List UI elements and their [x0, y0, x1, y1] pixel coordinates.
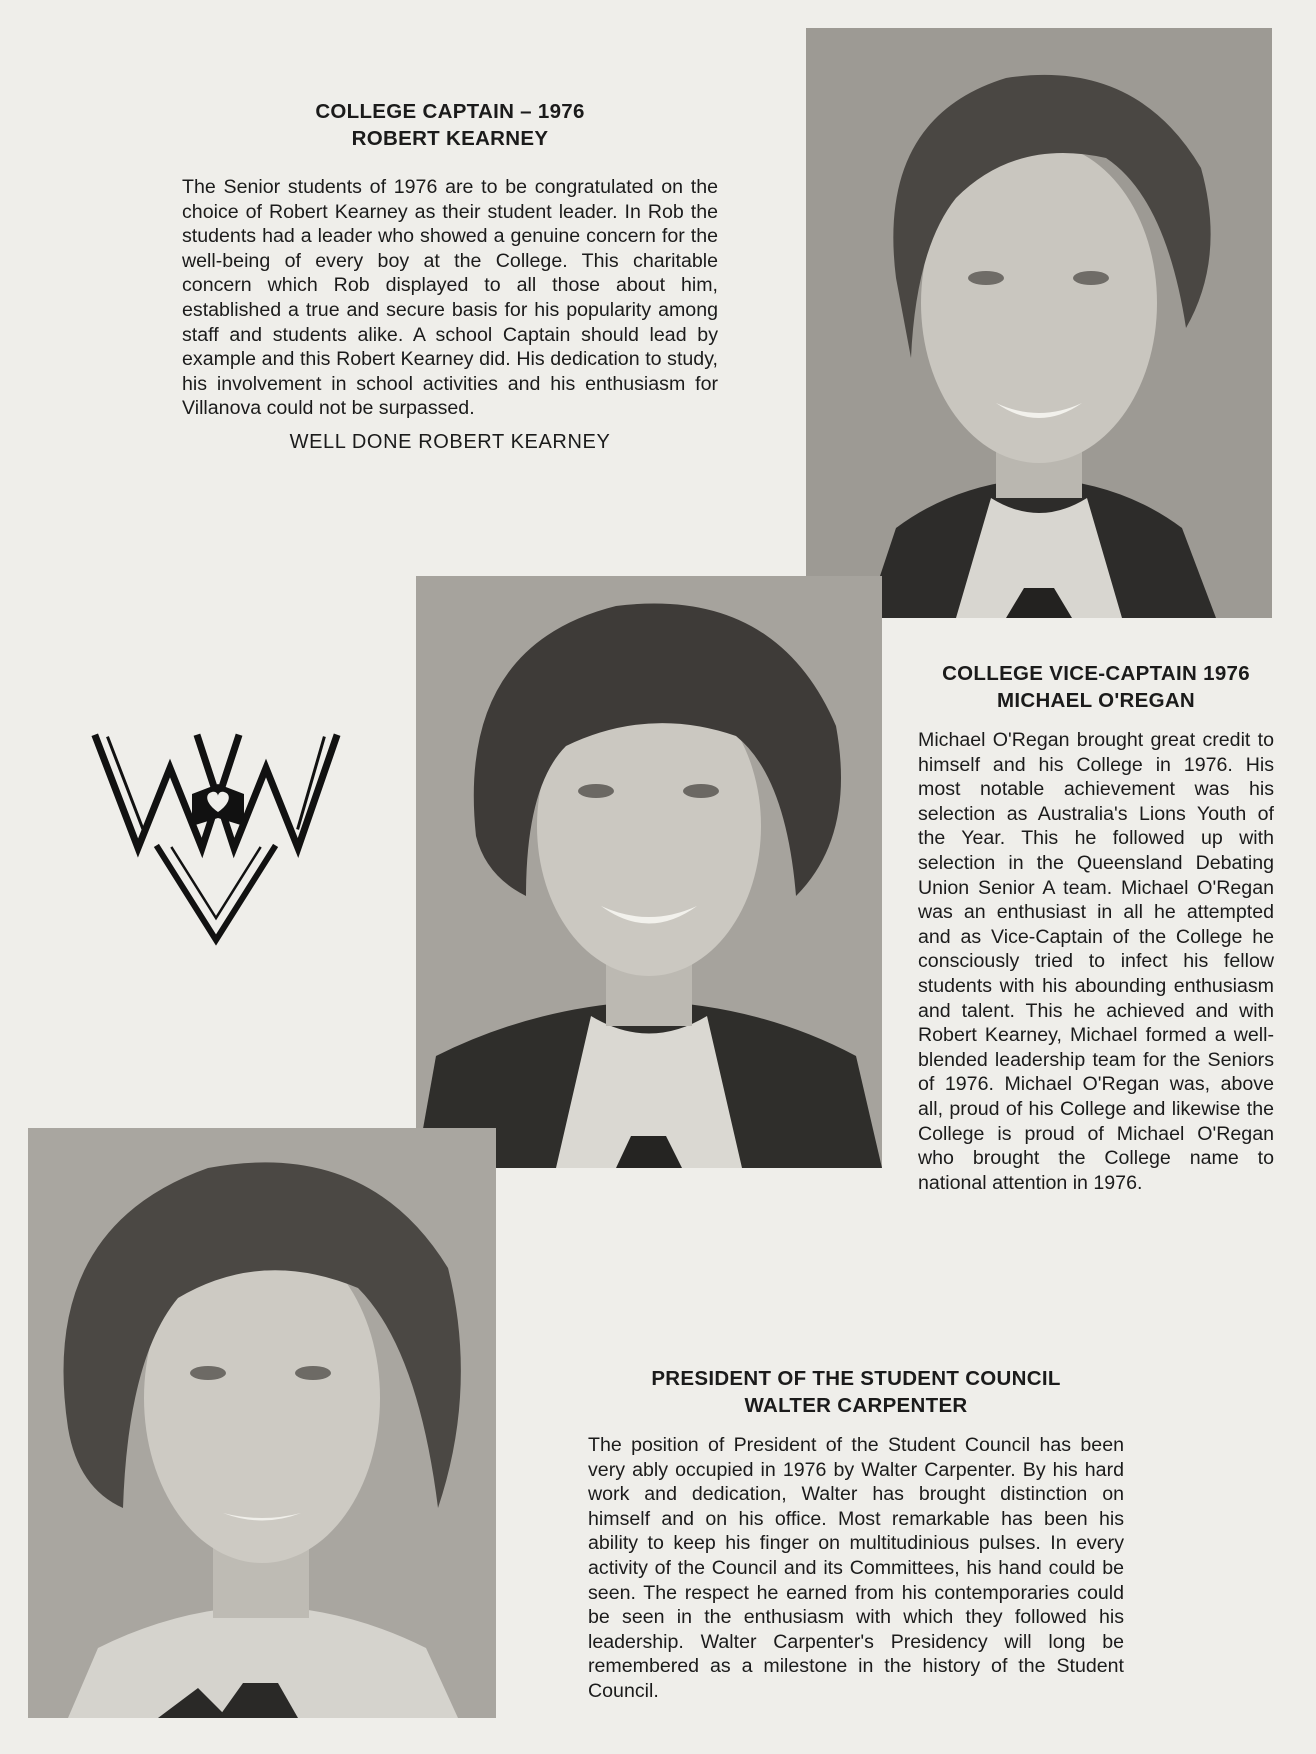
captain-article: [182, 98, 718, 454]
captain-portrait-photo: [806, 28, 1272, 618]
captain-body-text: The Senior students of 1976 are to be congratulated on the choice of Robert Kearney as their student leader. In Rob the students had a leader who showed a genuine concern for the well-being of every boy at the College. This charitable concern which Rob displayed to all those about him, established a true and secure basis for his popularity among staff and students alike. A school Captain should lead by example and this Robert Kearney did. His dedication to study, his involvement in school activities and his enthusiasm for Villanova could not be surpassed.: [182, 176, 718, 420]
vice-captain-heading-name: MICHAEL O'REGAN: [996, 689, 1196, 712]
president-heading-name: WALTER CARPENTER: [744, 1394, 968, 1417]
portrait-silhouette: [28, 1128, 496, 1718]
president-article: [588, 1365, 1124, 1704]
captain-heading-title: COLLEGE CAPTAIN – 1976: [315, 100, 585, 123]
vice-captain-body-text: Michael O'Regan brought great credit to himself and his College in 1976. His most notable achievement was his selection as Australia's Lions Youth of the Year. This he followed up with selection in the Queensland Debating Union Senior A team. Michael O'Regan was an enthusiast in all he attempted and as Vice-Captain of the College he consciously tried to infect his fellow students with his abounding enthusiasm and talent. This he achieved and with Robert Kearney, Michael formed a well-blended leadership team for the Seniors of 1976. Michael O'Regan was, above all, proud of his College and likewise the College is proud of Michael O'Regan who brought the College name to national attention in 1976.: [918, 729, 1274, 1194]
villanova-vw-crest-icon: [88, 728, 344, 946]
president-portrait-photo: [28, 1128, 496, 1718]
vice-captain-portrait-photo: [416, 576, 882, 1168]
captain-heading-name: ROBERT KEARNEY: [351, 127, 549, 150]
captain-closing-text: WELL DONE ROBERT KEARNEY: [289, 430, 611, 453]
vice-captain-article: [918, 660, 1274, 1195]
portrait-silhouette: [416, 576, 882, 1168]
vw-crest-graphic: [88, 728, 344, 946]
president-body-text: The position of President of the Student Council has been very ably occupied in 1976 by Walter Carpenter. By his hard work and dedication, Walter has brought distinction on himself and on his office. Most remarkable has been his ability to keep his finger on multitudinious pulses. In every activity of the Council and its Committees, his hand could be seen. The respect he earned from his contemporaries could be seen in the enthusiasm with which they followed his leadership. Walter Carpenter's Presidency will long be remembered as a milestone in the history of the Student Council.: [588, 1434, 1124, 1702]
vice-captain-heading-title: COLLEGE VICE-CAPTAIN 1976: [942, 662, 1250, 685]
president-heading-title: PRESIDENT OF THE STUDENT COUNCIL: [651, 1367, 1061, 1390]
portrait-silhouette: [806, 28, 1272, 618]
